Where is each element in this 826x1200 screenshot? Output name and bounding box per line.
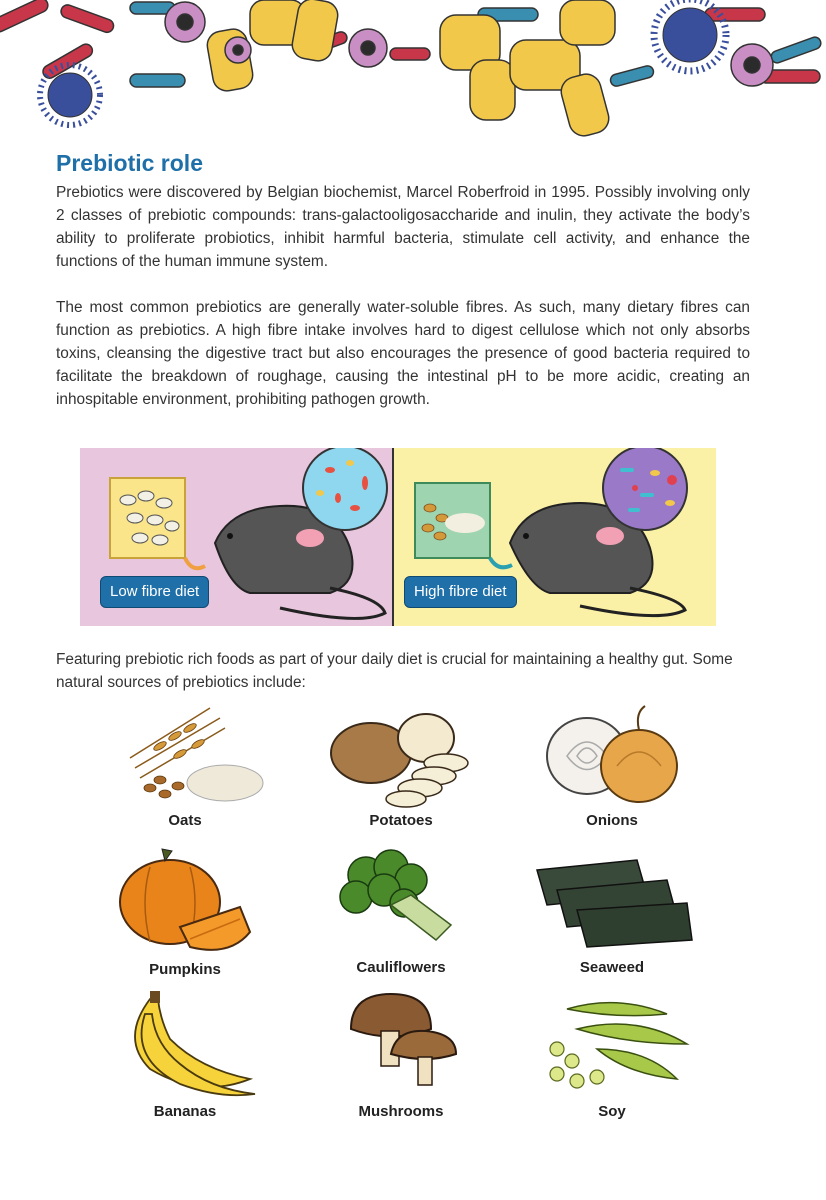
cauliflower-icon — [306, 845, 496, 960]
mushrooms-icon — [306, 989, 496, 1104]
intro-paragraph: Prebiotics were discovered by Belgian biochemist, Marcel Roberfroid in 1995. Possibly involving only 2 classes of prebiotic compounds: trans-galactooligosaccharide and inulin, they activate the body’s ability to proliferate probiotics, inhibit harmful bacteria, stimulate cell activity, and enhance the functions of the human immune system. — [56, 184, 750, 270]
food-sources-paragraph: Featuring prebiotic rich foods as part of your daily diet is crucial for maintaining a healthy gut. Some natural sources of prebiotics include: — [56, 651, 733, 691]
food-label: Soy — [598, 1103, 626, 1120]
food-label: Oats — [168, 812, 202, 829]
food-label: Seaweed — [579, 959, 645, 976]
potatoes-icon — [306, 698, 496, 813]
microbe-banner-illustration — [0, 0, 826, 140]
low-fibre-label: Low fibre diet — [100, 576, 209, 608]
food-item-seaweed — [517, 845, 707, 985]
food-item-oats — [90, 698, 280, 838]
fibre-paragraph: The most common prebiotics are generally water-soluble fibres. As such, many dietary fibres can function as prebiotics. A high fibre intake involves hard to digest cellulose which not only absorbs toxins, cleansing the digestive tract but also encourages the presence of good bacteria required to facilitate the breakdown of roughage, causing the intestinal pH to be more acidic, creating an inhospitable environment, prohibiting pathogen growth. — [56, 299, 750, 408]
soy-icon — [517, 989, 707, 1104]
section-title: Prebiotic role — [56, 150, 203, 176]
seaweed-icon — [517, 845, 707, 960]
pumpkin-icon — [90, 847, 280, 962]
food-label: Cauliflowers — [356, 959, 446, 976]
food-item-soy — [517, 989, 707, 1129]
food-label: Onions — [586, 812, 638, 829]
food-item-mushrooms — [306, 989, 496, 1129]
food-label: Mushrooms — [358, 1103, 444, 1120]
bananas-icon — [90, 989, 280, 1104]
food-label: Bananas — [153, 1103, 217, 1120]
spiky-virus-icon — [40, 0, 726, 125]
food-item-cauliflowers — [306, 845, 496, 985]
food-item-pumpkins — [90, 847, 280, 987]
food-label: Pumpkins — [149, 961, 221, 978]
food-item-onions — [517, 698, 707, 838]
food-label: Potatoes — [369, 812, 433, 829]
high-fibre-label: High fibre diet — [404, 576, 517, 608]
food-item-bananas — [90, 989, 280, 1129]
yellow-bacillus-icon — [205, 0, 615, 139]
onions-icon — [517, 698, 707, 813]
oats-icon — [90, 698, 280, 813]
food-item-potatoes — [306, 698, 496, 838]
